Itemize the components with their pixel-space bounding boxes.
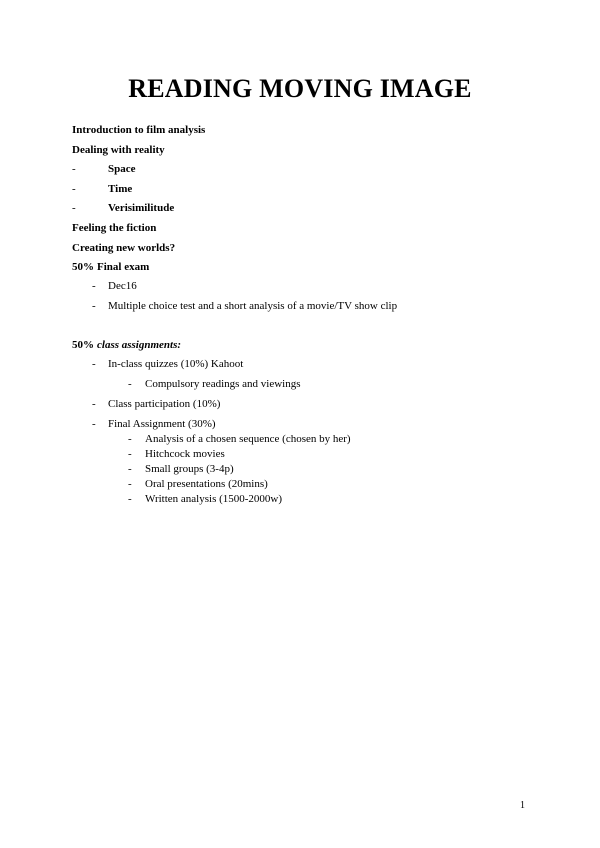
final-exam-item-format: Multiple choice test and a short analysis of a movie/TV show clip: [108, 300, 398, 312]
assignment-quizzes: In-class quizzes (10%) Kahoot: [108, 358, 244, 370]
reality-item-space: Space: [108, 163, 136, 175]
bullet-dash: -: [128, 433, 132, 445]
outline-intro: Introduction to film analysis: [72, 124, 206, 136]
final-sub-item: Small groups (3-4p): [145, 463, 234, 475]
bullet-dash: -: [92, 418, 96, 430]
page-number: 1: [520, 800, 525, 811]
final-sub-item: Oral presentations (20mins): [145, 478, 268, 490]
bullet-dash: -: [72, 202, 76, 214]
reality-item-verisimilitude: Verisimilitude: [108, 202, 175, 214]
assignment-final: Final Assignment (30%): [108, 418, 216, 430]
final-exam-item-date: Dec16: [108, 280, 137, 292]
assignment-quizzes-sub: Compulsory readings and viewings: [145, 378, 301, 390]
assignment-participation: Class participation (10%): [108, 398, 221, 410]
final-exam-heading: Final exam: [97, 261, 150, 273]
bullet-dash: -: [92, 300, 96, 312]
reality-item-time: Time: [108, 183, 133, 195]
assignments-heading: class assignments:: [97, 339, 182, 351]
outline-worlds: Creating new worlds?: [72, 242, 176, 254]
final-sub-item: Hitchcock movies: [145, 448, 225, 460]
bullet-dash: -: [128, 448, 132, 460]
outline-reality: Dealing with reality: [72, 144, 165, 156]
bullet-dash: -: [128, 478, 132, 490]
bullet-dash: -: [128, 463, 132, 475]
final-sub-item: Analysis of a chosen sequence (chosen by her): [145, 433, 351, 445]
assignments-percent: 50%: [72, 339, 94, 351]
bullet-dash: -: [128, 378, 132, 390]
final-exam-percent: 50%: [72, 261, 94, 273]
bullet-dash: -: [92, 280, 96, 292]
outline-feeling: Feeling the fiction: [72, 222, 157, 234]
final-sub-item: Written analysis (1500-2000w): [145, 493, 283, 505]
bullet-dash: -: [128, 493, 132, 505]
bullet-dash: -: [92, 358, 96, 370]
bullet-dash: -: [72, 183, 76, 195]
page-title: READING MOVING IMAGE: [128, 74, 472, 103]
bullet-dash: -: [72, 163, 76, 175]
bullet-dash: -: [92, 398, 96, 410]
